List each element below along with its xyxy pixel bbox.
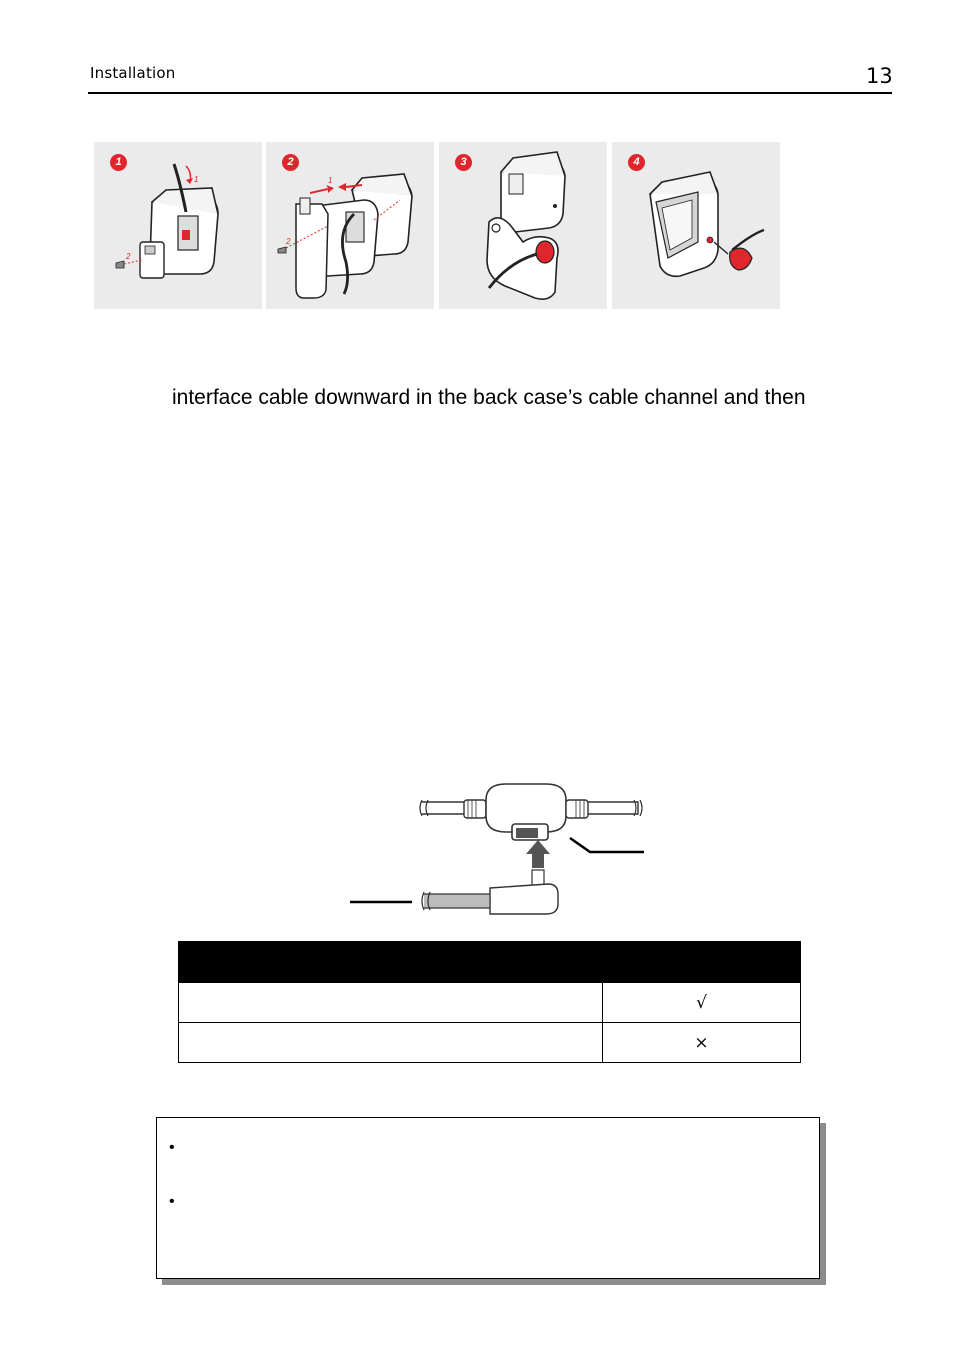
compatibility-table	[178, 941, 801, 1063]
step-3-badge: 3	[455, 154, 472, 171]
check-mark: √	[603, 983, 801, 1023]
step-1-callout-1: 1	[194, 175, 199, 184]
step-1-panel	[94, 142, 262, 309]
step-2-badge: 2	[282, 154, 299, 171]
table-row	[179, 1023, 801, 1063]
installation-steps-illustration	[94, 142, 782, 309]
table-row-label	[179, 1023, 603, 1063]
step-4-badge: 4	[628, 154, 645, 171]
table-header-row	[179, 942, 801, 983]
table-row	[179, 983, 801, 1023]
power-jack-connection-diagram	[340, 770, 660, 920]
table-header-cell	[179, 942, 603, 983]
step-2-panel	[266, 142, 434, 309]
section-title: Installation	[90, 64, 176, 82]
step-2-callout-1: 1	[328, 176, 333, 185]
page-number: 13	[866, 64, 893, 88]
note-bullet: •	[169, 1193, 175, 1210]
step-2-callout-2: 2	[286, 237, 291, 246]
note-box	[156, 1117, 820, 1279]
step-1-callout-2: 2	[126, 252, 131, 261]
header-divider	[88, 92, 892, 94]
step-3-panel	[439, 142, 607, 309]
cable-connector-illustration	[340, 770, 660, 920]
step-4-panel	[612, 142, 780, 309]
table-header-cell	[603, 942, 801, 983]
instruction-paragraph-line: interface cable downward in the back case’s cable channel and then	[172, 386, 806, 409]
step-1-badge: 1	[110, 154, 127, 171]
cross-mark: ×	[603, 1023, 801, 1063]
table-row-label	[179, 983, 603, 1023]
note-bullet: •	[169, 1139, 175, 1156]
